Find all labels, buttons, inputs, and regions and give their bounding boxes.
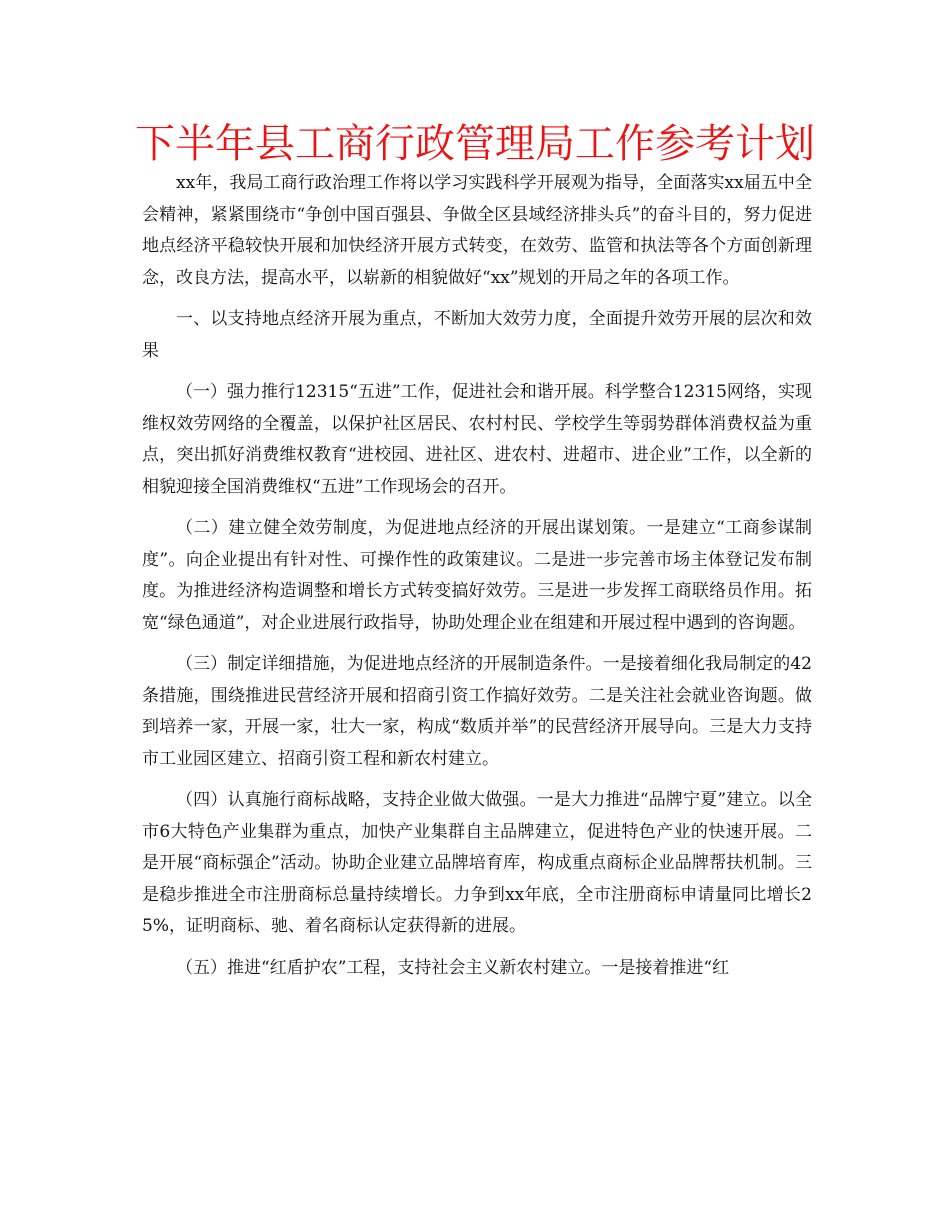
paragraph-item-4: （四）认真施行商标战略，支持企业做大做强。一是大力推进“品牌宁夏”建立。以全市6大特色产业集群为重点，加快产业集群自主品牌建立，促进特色产业的快速开展。二是开展“商标强企”活动。协助企业建立品牌培育库，构成重点商标企业品牌帮扶机制。三是稳步推进全市注册商标总量持续增长。力争到xx年底，全市注册商标申请量同比增长25%，证明商标、驰、着名商标认定获得新的进展。 bbox=[142, 790, 812, 936]
paragraph-item-2: （二）建立健全效劳制度，为促进地点经济的开展出谋划策。一是建立“工商参谋制度”。向企业提出有针对性、可操作性的政策建议。二是进一步完善市场主体登记发布制度。为推进经济构造调整和增长方式转变搞好效劳。三是进一步发挥工商联络员作用。拓宽“绿色通道”，对企业进展行政指导，协助处理企业在组建和开展过程中遇到的咨询题。 bbox=[142, 518, 812, 633]
paragraph-item-3: （三）制定详细措施，为促进地点经济的开展制造条件。一是接着细化我局制定的42条措施，围绕推进民营经济开展和招商引资工作搞好效劳。二是关注社会就业咨询题。做到培养一家，开展一家，壮大一家，构成“数质并举”的民营经济开展导向。三是大力支持市工业园区建立、招商引资工程和新农村建立。 bbox=[142, 654, 812, 769]
paragraph-section-heading: 一、以支持地点经济开展为重点，不断加大效劳力度，全面提升效劳开展的层次和效果 bbox=[142, 309, 812, 361]
document-title: 下半年县工商行政管理局工作参考计划 bbox=[135, 121, 815, 167]
document-body bbox=[142, 168, 812, 994]
paragraph-item-1: （一）强力推行12315“五进”工作，促进社会和谐开展。科学整合12315网络，实现维权效劳网络的全覆盖，以保护社区居民、农村村民、学校学生等弱势群体消费权益为重点，突出抓好消费维权教育“进校园、进社区、进农村、进超市、进企业”工作，以全新的相貌迎接全国消费维权“五进”工作现场会的召开。 bbox=[142, 382, 812, 497]
paragraph-item-5: （五）推进“红盾护农”工程，支持社会主义新农村建立。一是接着推进“红 bbox=[176, 957, 730, 978]
paragraph-intro: xx年，我局工商行政治理工作将以学习实践科学开展观为指导，全面落实xx届五中全会精神，紧紧围绕市“争创中国百强县、争做全区县域经济排头兵”的奋斗目的，努力促进地点经济平稳较快开展和加快经济开展方式转变，在效劳、监管和执法等各个方面创新理念，改良方法，提高水平，以崭新的相貌做好“xx”规划的开局之年的各项工作。 bbox=[142, 173, 812, 288]
